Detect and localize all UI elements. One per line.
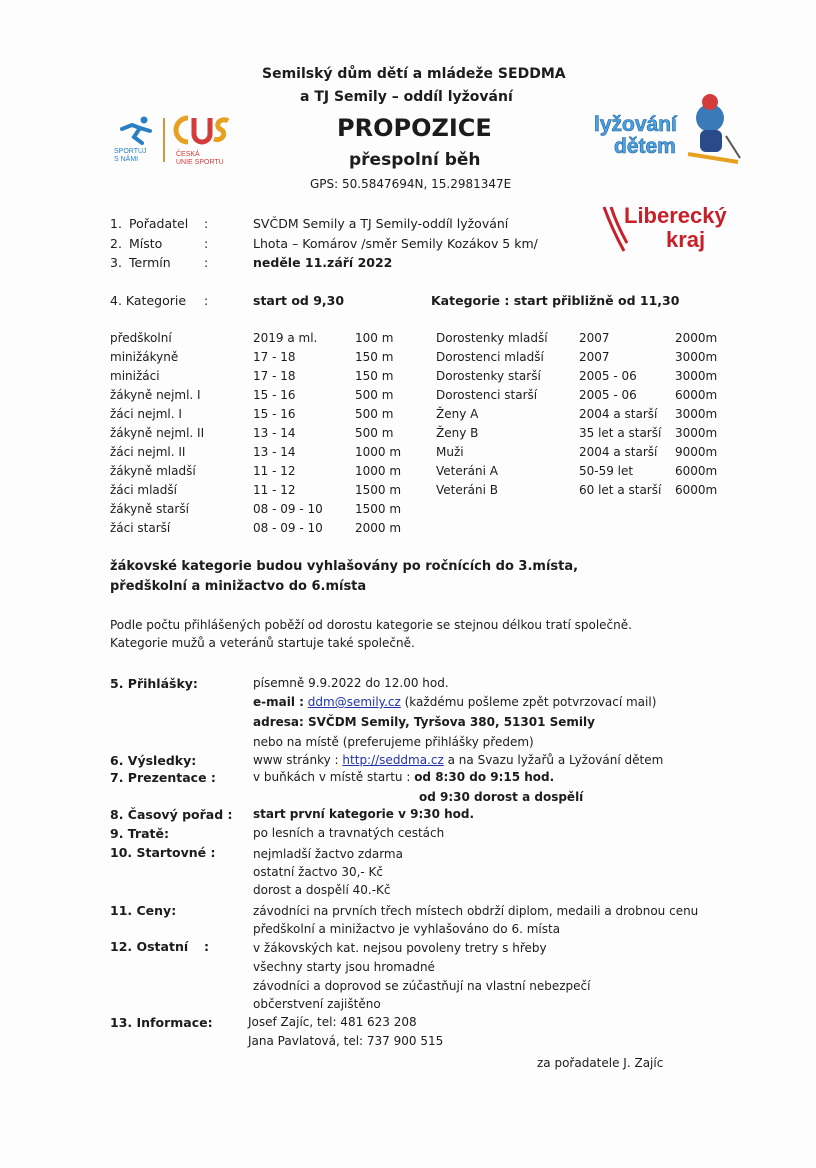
note-paragraph-1: Podle počtu přihlášených poběží od dorostu kategorie se stejnou délkou tratí společně. [110,618,632,632]
note-bold-2: předškolní a minižactvo do 6.místa [110,579,367,594]
info-label: Pořadatel [129,216,189,231]
liberecky-kraj-logo [598,203,732,255]
email-link[interactable]: ddm@semily.cz [307,695,401,709]
email-suffix: (každému pošleme zpět potvrzovací mail) [404,695,657,709]
info-label: Termín [129,255,171,270]
cus-logo [170,112,240,168]
section-10-label: 10. Startovné : [110,845,216,860]
section-5-onsite: nebo na místě (preferujeme přihlášky předem) [253,735,534,749]
category-name: Veteráni A [436,464,498,478]
category-year: 2004 a starší [579,445,658,459]
section-13-line-2: Jana Pavlatová, tel: 737 900 515 [248,1034,444,1048]
category-year: 17 - 18 [253,369,296,383]
category-distance: 1500 m [355,502,402,516]
category-year: 17 - 18 [253,350,296,364]
section-13-line-1: Josef Zajíc, tel: 481 623 208 [248,1015,417,1029]
category-distance: 6000m [675,464,718,478]
section-12-line-4: občerstvení zajištěno [253,997,381,1011]
note-bold-1: žákovské kategorie budou vyhlašovány po ročnících do 3.místa, [110,559,579,574]
header-line1: Semilský dům dětí a mládeže SEDDMA [262,66,566,82]
runner-icon [114,115,158,145]
lyzovani-text-2: dětem [614,135,676,158]
info-sep: : [204,236,209,251]
category-distance: 3000m [675,407,718,421]
category-distance: 3000m [675,350,718,364]
info-num: 2. [110,236,122,251]
section-6-value [253,753,663,767]
category-name: žáci nejml. II [110,445,186,459]
cus-emblem-icon [170,112,234,148]
logo-divider [163,118,165,162]
category-name: žákyně mladší [110,464,196,478]
category-year: 2019 a ml. [253,331,318,345]
gps-coordinates: GPS: 50.5847694N, 15.2981347E [310,177,512,191]
category-year: 11 - 12 [253,464,296,478]
signature: za pořadatele J. Zajíc [537,1056,664,1070]
lyzovani-detem-logo [592,92,742,167]
sportuj-logo [114,115,158,167]
section-5-email-line [253,695,656,709]
category-distance: 2000 m [355,521,402,535]
category-name: minižáci [110,369,160,383]
category-distance: 9000m [675,445,718,459]
category-name: žáci nejml. I [110,407,182,421]
category-distance: 3000m [675,426,718,440]
category-distance: 6000m [675,483,718,497]
section-8-label: 8. Časový pořad : [110,807,233,822]
category-distance: 1000 m [355,464,402,478]
category-year: 13 - 14 [253,445,296,459]
category-distance: 500 m [355,426,394,440]
page-subtitle: přespolní běh [349,150,481,170]
category-name: žákyně starší [110,502,189,516]
page-title: PROPOZICE [337,114,492,142]
category-year: 50-59 let [579,464,634,478]
category-distance: 6000m [675,388,718,402]
section-11-line-2: předškolní a minižactvo je vyhlašováno do 6. místa [253,922,561,936]
section-12-line-3: závodníci a doprovod se zúčastňují na vlastní nebezpečí [253,979,591,993]
category-year: 60 let a starší [579,483,662,497]
info-sep: : [204,255,209,270]
category-year: 08 - 09 - 10 [253,521,323,535]
info-num: 3. [110,255,122,270]
category-distance: 1000 m [355,445,402,459]
category-year: 15 - 16 [253,388,296,402]
section-12-line-1: v žákovských kat. nejsou povoleny tretry s hřeby [253,941,547,955]
cus-text-2: UNIE SPORTU [176,159,224,166]
results-suffix: a na Svazu lyžařů a Lyžování dětem [447,753,664,767]
category-year: 11 - 12 [253,483,296,497]
section-11-label: 11. Ceny: [110,903,177,918]
category-distance: 100 m [355,331,394,345]
sportuj-text-2: S NÁMI [114,156,139,163]
category-year: 15 - 16 [253,407,296,421]
presentation-time-1: od 8:30 do 9:15 hod. [414,770,555,784]
categories-heading: 4. Kategorie [110,293,187,308]
category-distance: 500 m [355,388,394,402]
section-9-value: po lesních a travnatých cestách [253,826,445,840]
category-name: Ženy B [436,426,479,440]
section-12-sep: : [204,939,209,954]
sportuj-text-1: SPORTUJ [114,148,147,155]
info-num: 1. [110,216,122,231]
category-name: Dorostenci starší [436,388,538,402]
category-name: žákyně nejml. II [110,426,205,440]
category-name: Dorostenky starší [436,369,541,383]
section-6-label: 6. Výsledky: [110,753,197,768]
category-name: Muži [436,445,464,459]
start-left: start od 9,30 [253,293,345,308]
results-link[interactable]: http://seddma.cz [342,753,444,767]
category-year: 2005 - 06 [579,388,637,402]
section-5-label: 5. Přihlášky: [110,676,198,691]
cus-text-1: ČESKÁ [176,151,200,158]
category-distance: 1500 m [355,483,402,497]
results-prefix: www stránky : [253,753,339,767]
category-year: 08 - 09 - 10 [253,502,323,516]
category-name: Veteráni B [436,483,499,497]
section-5-deadline: písemně 9.9.2022 do 12.00 hod. [253,676,449,690]
section-12-label: 12. Ostatní [110,939,189,954]
presentation-prefix: v buňkách v místě startu : [253,770,411,784]
category-distance: 500 m [355,407,394,421]
category-year: 35 let a starší [579,426,662,440]
category-name: žáci starší [110,521,171,535]
section-5-address: adresa: SVČDM Semily, Tyršova 380, 51301 Semily [253,715,595,729]
category-year: 2004 a starší [579,407,658,421]
category-name: předškolní [110,331,172,345]
info-sep: : [204,216,209,231]
presentation-time-2: od 9:30 dorost a dospělí [419,790,584,804]
kraj-text-1: Liberecký [624,203,727,228]
section-11-line-1: závodníci na prvních třech místech obdrží diplom, medaili a drobnou cenu [253,904,699,918]
section-10-line-1: nejmladší žactvo zdarma [253,847,403,861]
category-distance: 2000m [675,331,718,345]
header-line2: a TJ Semily – oddíl lyžování [300,89,513,105]
section-7-value [253,770,554,784]
info-label: Místo [129,236,163,251]
category-name: minižákyně [110,350,179,364]
section-12-line-2: všechny starty jsou hromadné [253,960,435,974]
category-distance: 3000m [675,369,718,383]
category-name: Dorostenci mladší [436,350,544,364]
lyzovani-text-1: lyžování [594,113,677,136]
start-right: Kategorie : start přibližně od 11,30 [431,293,680,308]
section-10-line-2: ostatní žactvo 30,- Kč [253,865,384,879]
category-year: 2005 - 06 [579,369,637,383]
note-paragraph-2: Kategorie mužů a veteránů startuje také společně. [110,636,415,650]
section-13-label: 13. Informace: [110,1015,213,1030]
category-name: žákyně nejml. I [110,388,201,402]
kraj-text-2: kraj [666,227,706,252]
section-10-line-3: dorost a dospělí 40.-Kč [253,883,391,897]
category-year: 2007 [579,350,610,364]
section-8-value: start první kategorie v 9:30 hod. [253,807,475,821]
categories-sep: : [204,293,209,308]
category-name: Dorostenky mladší [436,331,548,345]
info-value: Lhota – Komárov /směr Semily Kozákov 5 km/ [253,236,538,251]
category-year: 13 - 14 [253,426,296,440]
info-value: neděle 11.září 2022 [253,255,393,270]
category-name: Ženy A [436,407,479,421]
category-distance: 150 m [355,350,394,364]
info-value: SVČDM Semily a TJ Semily-oddíl lyžování [253,216,509,231]
category-name: žáci mladší [110,483,177,497]
category-distance: 150 m [355,369,394,383]
category-year: 2007 [579,331,610,345]
section-9-label: 9. Tratě: [110,826,170,841]
email-prefix: e-mail : [253,695,304,709]
section-7-label: 7. Prezentace : [110,770,216,785]
